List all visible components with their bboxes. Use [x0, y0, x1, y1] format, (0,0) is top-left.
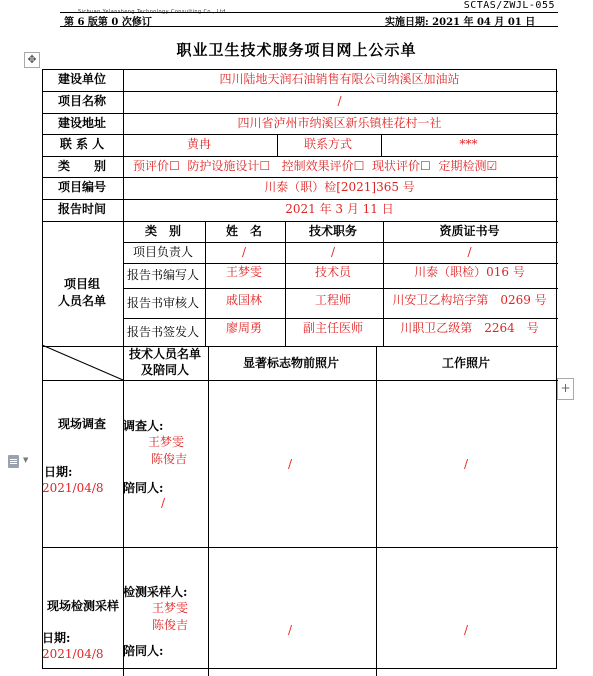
- survey-label: 现场调查: [57, 417, 106, 431]
- row-title: /: [330, 245, 336, 259]
- survey-date-value: 2021/04/8: [42, 481, 104, 495]
- report-time-value: 2021 年 3 月 11 日: [285, 202, 394, 216]
- sampling-photo-landmark[interactable]: /: [288, 623, 293, 637]
- project-number-label: 项目编号: [57, 180, 106, 194]
- document-icon[interactable]: [8, 455, 19, 468]
- col-header-category: 类 别: [144, 224, 181, 238]
- dropdown-caret-icon[interactable]: ▼: [23, 456, 29, 464]
- phone-value: ***: [459, 137, 478, 151]
- category-option-protection-design[interactable]: 防护设施设计☐: [187, 159, 271, 173]
- sampling-companion-label: 陪同人:: [123, 644, 164, 658]
- company-logo: Sichuan Yelansheng Technology Consulting Co., Ltd.: [78, 9, 228, 15]
- sampling-date-label: 日期:: [42, 631, 71, 645]
- companion-value: /: [161, 496, 166, 510]
- project-number-value: 川泰（职）检[2021]365 号: [264, 180, 415, 194]
- group-label-2: 人员名单: [57, 294, 106, 308]
- row-cert: /: [467, 245, 472, 259]
- header-rule-bottom: [60, 26, 558, 27]
- row-role: 报告书编写人: [126, 268, 199, 282]
- row-title: 技术员: [314, 265, 351, 279]
- org-value: 四川陆地天润石油销售有限公司纳溪区加油站: [219, 72, 460, 86]
- row-name: 王梦雯: [225, 265, 262, 279]
- table-move-handle-icon[interactable]: ✥: [24, 52, 40, 68]
- address-value: 四川省泸州市纳溪区新乐镇桂花村一社: [237, 116, 442, 130]
- effective-date: 实施日期: 2021 年 04 月 01 日: [385, 17, 536, 28]
- version-label: 第 6 版第 0 次修订: [64, 17, 152, 28]
- contact-value: 黄冉: [186, 137, 211, 151]
- category-option-pre-eval[interactable]: 预评价☐: [133, 159, 180, 173]
- org-label: 建设单位: [57, 72, 106, 86]
- col-header-cert: 资质证书号: [439, 224, 500, 238]
- report-time-label: 报告时间: [57, 202, 106, 216]
- group-label: 项目组: [63, 277, 100, 291]
- row-cert: 川职卫乙级第 2264 号: [400, 321, 539, 335]
- col-header-title: 技术职务: [308, 224, 357, 238]
- contact-label: 联 系 人: [59, 137, 105, 151]
- row-name: /: [241, 245, 247, 259]
- photo-col1-header-2: 及陪同人: [140, 363, 189, 377]
- address-label: 建设地址: [57, 116, 106, 130]
- sampling-photo-work[interactable]: /: [464, 623, 469, 637]
- sampling-label: 现场检测采样: [46, 599, 119, 613]
- sampler-label: 检测采样人:: [123, 585, 188, 599]
- investigator-label: 调查人:: [123, 419, 164, 433]
- sampler-2: 陈俊吉: [152, 618, 189, 632]
- photo-col3-header: 工作照片: [441, 356, 490, 370]
- sampling-date-value: 2021/04/8: [42, 647, 104, 661]
- row-role: 报告书签发人: [126, 325, 199, 339]
- diagonal-header-line: [42, 345, 123, 380]
- survey-photo-work[interactable]: /: [464, 457, 469, 471]
- category-options: [133, 158, 497, 174]
- category-label: 类 别: [57, 159, 106, 173]
- row-cert: 川泰（职检）016 号: [414, 265, 525, 279]
- col-header-name: 姓 名: [225, 224, 262, 238]
- photo-col1-header: 技术人员名单: [128, 347, 201, 361]
- row-name: 戚国林: [225, 293, 262, 307]
- add-column-icon[interactable]: +: [557, 378, 574, 400]
- row-title: 工程师: [314, 293, 351, 307]
- row-title: 副主任医师: [302, 321, 363, 335]
- project-name-value: /: [337, 94, 342, 108]
- category-option-periodic-test[interactable]: 定期检测☑: [438, 159, 498, 173]
- survey-date-label: 日期:: [44, 465, 73, 479]
- doc-code: SCTAS/ZWJL-055: [463, 0, 555, 11]
- row-role: 项目负责人: [132, 245, 193, 259]
- row-role: 报告书审核人: [126, 296, 199, 310]
- investigator-1: 王梦雯: [148, 435, 185, 449]
- page-title: 职业卫生技术服务项目网上公示单: [176, 41, 417, 59]
- category-option-control-eval[interactable]: 控制效果评价☐: [281, 159, 365, 173]
- survey-photo-landmark[interactable]: /: [288, 457, 293, 471]
- companion-label: 陪同人:: [123, 481, 164, 495]
- sampler-1: 王梦雯: [152, 601, 189, 615]
- investigator-2: 陈俊吉: [151, 452, 188, 466]
- photo-col2-header: 显著标志物前照片: [242, 356, 339, 370]
- phone-label: 联系方式: [303, 137, 352, 151]
- project-name-label: 项目名称: [57, 94, 106, 108]
- category-option-status-eval[interactable]: 现状评价☐: [372, 159, 431, 173]
- row-name: 廖周勇: [225, 321, 262, 335]
- row-cert: 川安卫乙构培字第 0269 号: [392, 293, 547, 307]
